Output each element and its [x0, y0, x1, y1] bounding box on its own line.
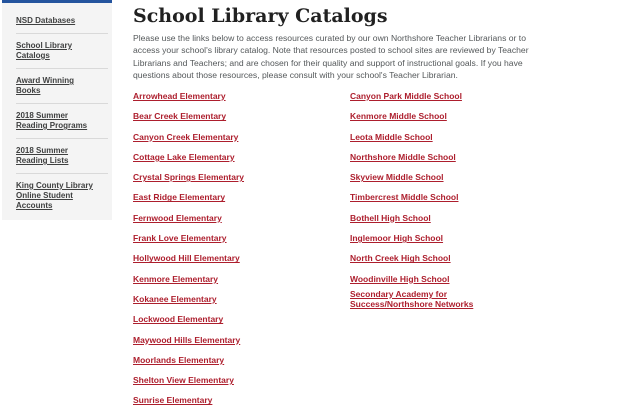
elementary-links-column [133, 84, 350, 411]
school-link-maywood-hills-elementary[interactable]: Maywood Hills Elementary [133, 334, 241, 345]
school-link-bothell-high-school[interactable]: Bothell High School [350, 212, 431, 223]
school-link-fernwood-elementary[interactable]: Fernwood Elementary [133, 212, 222, 223]
sidebar-item-nsd-databases[interactable]: NSD Databases [16, 9, 108, 34]
school-link-hollywood-hill-elementary[interactable]: Hollywood Hill Elementary [133, 253, 240, 264]
school-link-arrowhead-elementary[interactable]: Arrowhead Elementary [133, 91, 226, 101]
school-link-north-creek-high-school[interactable]: North Creek High School [350, 253, 451, 264]
main-content [133, 0, 553, 81]
secondary-links-column [350, 84, 532, 411]
school-link-canyon-creek-elementary[interactable]: Canyon Creek Elementary [133, 131, 239, 142]
sidebar-item-2018-summer-reading-lists[interactable]: 2018 Summer Reading Lists [16, 139, 108, 174]
school-links-grid [133, 84, 532, 411]
sidebar-item-school-library-catalogs[interactable]: School Library Catalogs [16, 34, 108, 69]
school-link-sunrise-elementary[interactable]: Sunrise Elementary [133, 395, 213, 406]
school-link-leota-middle-school[interactable]: Leota Middle School [350, 131, 433, 142]
school-link-east-ridge-elementary[interactable]: East Ridge Elementary [133, 192, 226, 203]
school-link-skyview-middle-school[interactable]: Skyview Middle School [350, 172, 444, 183]
sidebar-nav [2, 0, 112, 220]
school-link-cottage-lake-elementary[interactable]: Cottage Lake Elementary [133, 151, 235, 162]
intro-paragraph: Please use the links below to access resources curated by our own Northshore Teacher Librarians or to access your school's library catalog. Note that resources posted to school sites are reviewed by Teacher Librarians and Teachers; and are chosen for their quality and support of instructional goals. If you have questions about those resources, please consult with your school's Teacher Librarian. [133, 33, 529, 80]
page-title: School Library Catalogs [133, 5, 388, 27]
school-link-kokanee-elementary[interactable]: Kokanee Elementary [133, 293, 217, 304]
school-link-woodinville-high-school[interactable]: Woodinville High School [350, 273, 450, 284]
sidebar-item-award-winning-books[interactable]: Award Winning Books [16, 69, 108, 104]
school-link-lockwood-elementary[interactable]: Lockwood Elementary [133, 314, 224, 325]
school-link-moorlands-elementary[interactable]: Moorlands Elementary [133, 354, 225, 365]
school-link-secondary-academy-for-success-northshore-networks[interactable]: Secondary Academy for Success/Northshore Networks [350, 288, 474, 309]
sidebar-item-2018-summer-reading-programs[interactable]: 2018 Summer Reading Programs [16, 104, 108, 139]
school-link-kenmore-middle-school[interactable]: Kenmore Middle School [350, 111, 447, 122]
sidebar-item-king-county-library-online-student-accounts[interactable]: King County Library Online Student Accounts [16, 181, 93, 210]
school-link-canyon-park-middle-school[interactable]: Canyon Park Middle School [350, 91, 462, 101]
school-link-crystal-springs-elementary[interactable]: Crystal Springs Elementary [133, 172, 245, 183]
school-link-inglemoor-high-school[interactable]: Inglemoor High School [350, 233, 444, 244]
school-link-bear-creek-elementary[interactable]: Bear Creek Elementary [133, 111, 227, 122]
school-link-kenmore-elementary[interactable]: Kenmore Elementary [133, 273, 219, 284]
school-link-frank-love-elementary[interactable]: Frank Love Elementary [133, 233, 227, 244]
school-link-shelton-view-elementary[interactable]: Shelton View Elementary [133, 375, 234, 386]
school-link-timbercrest-middle-school[interactable]: Timbercrest Middle School [350, 192, 459, 203]
school-link-northshore-middle-school[interactable]: Northshore Middle School [350, 151, 456, 162]
